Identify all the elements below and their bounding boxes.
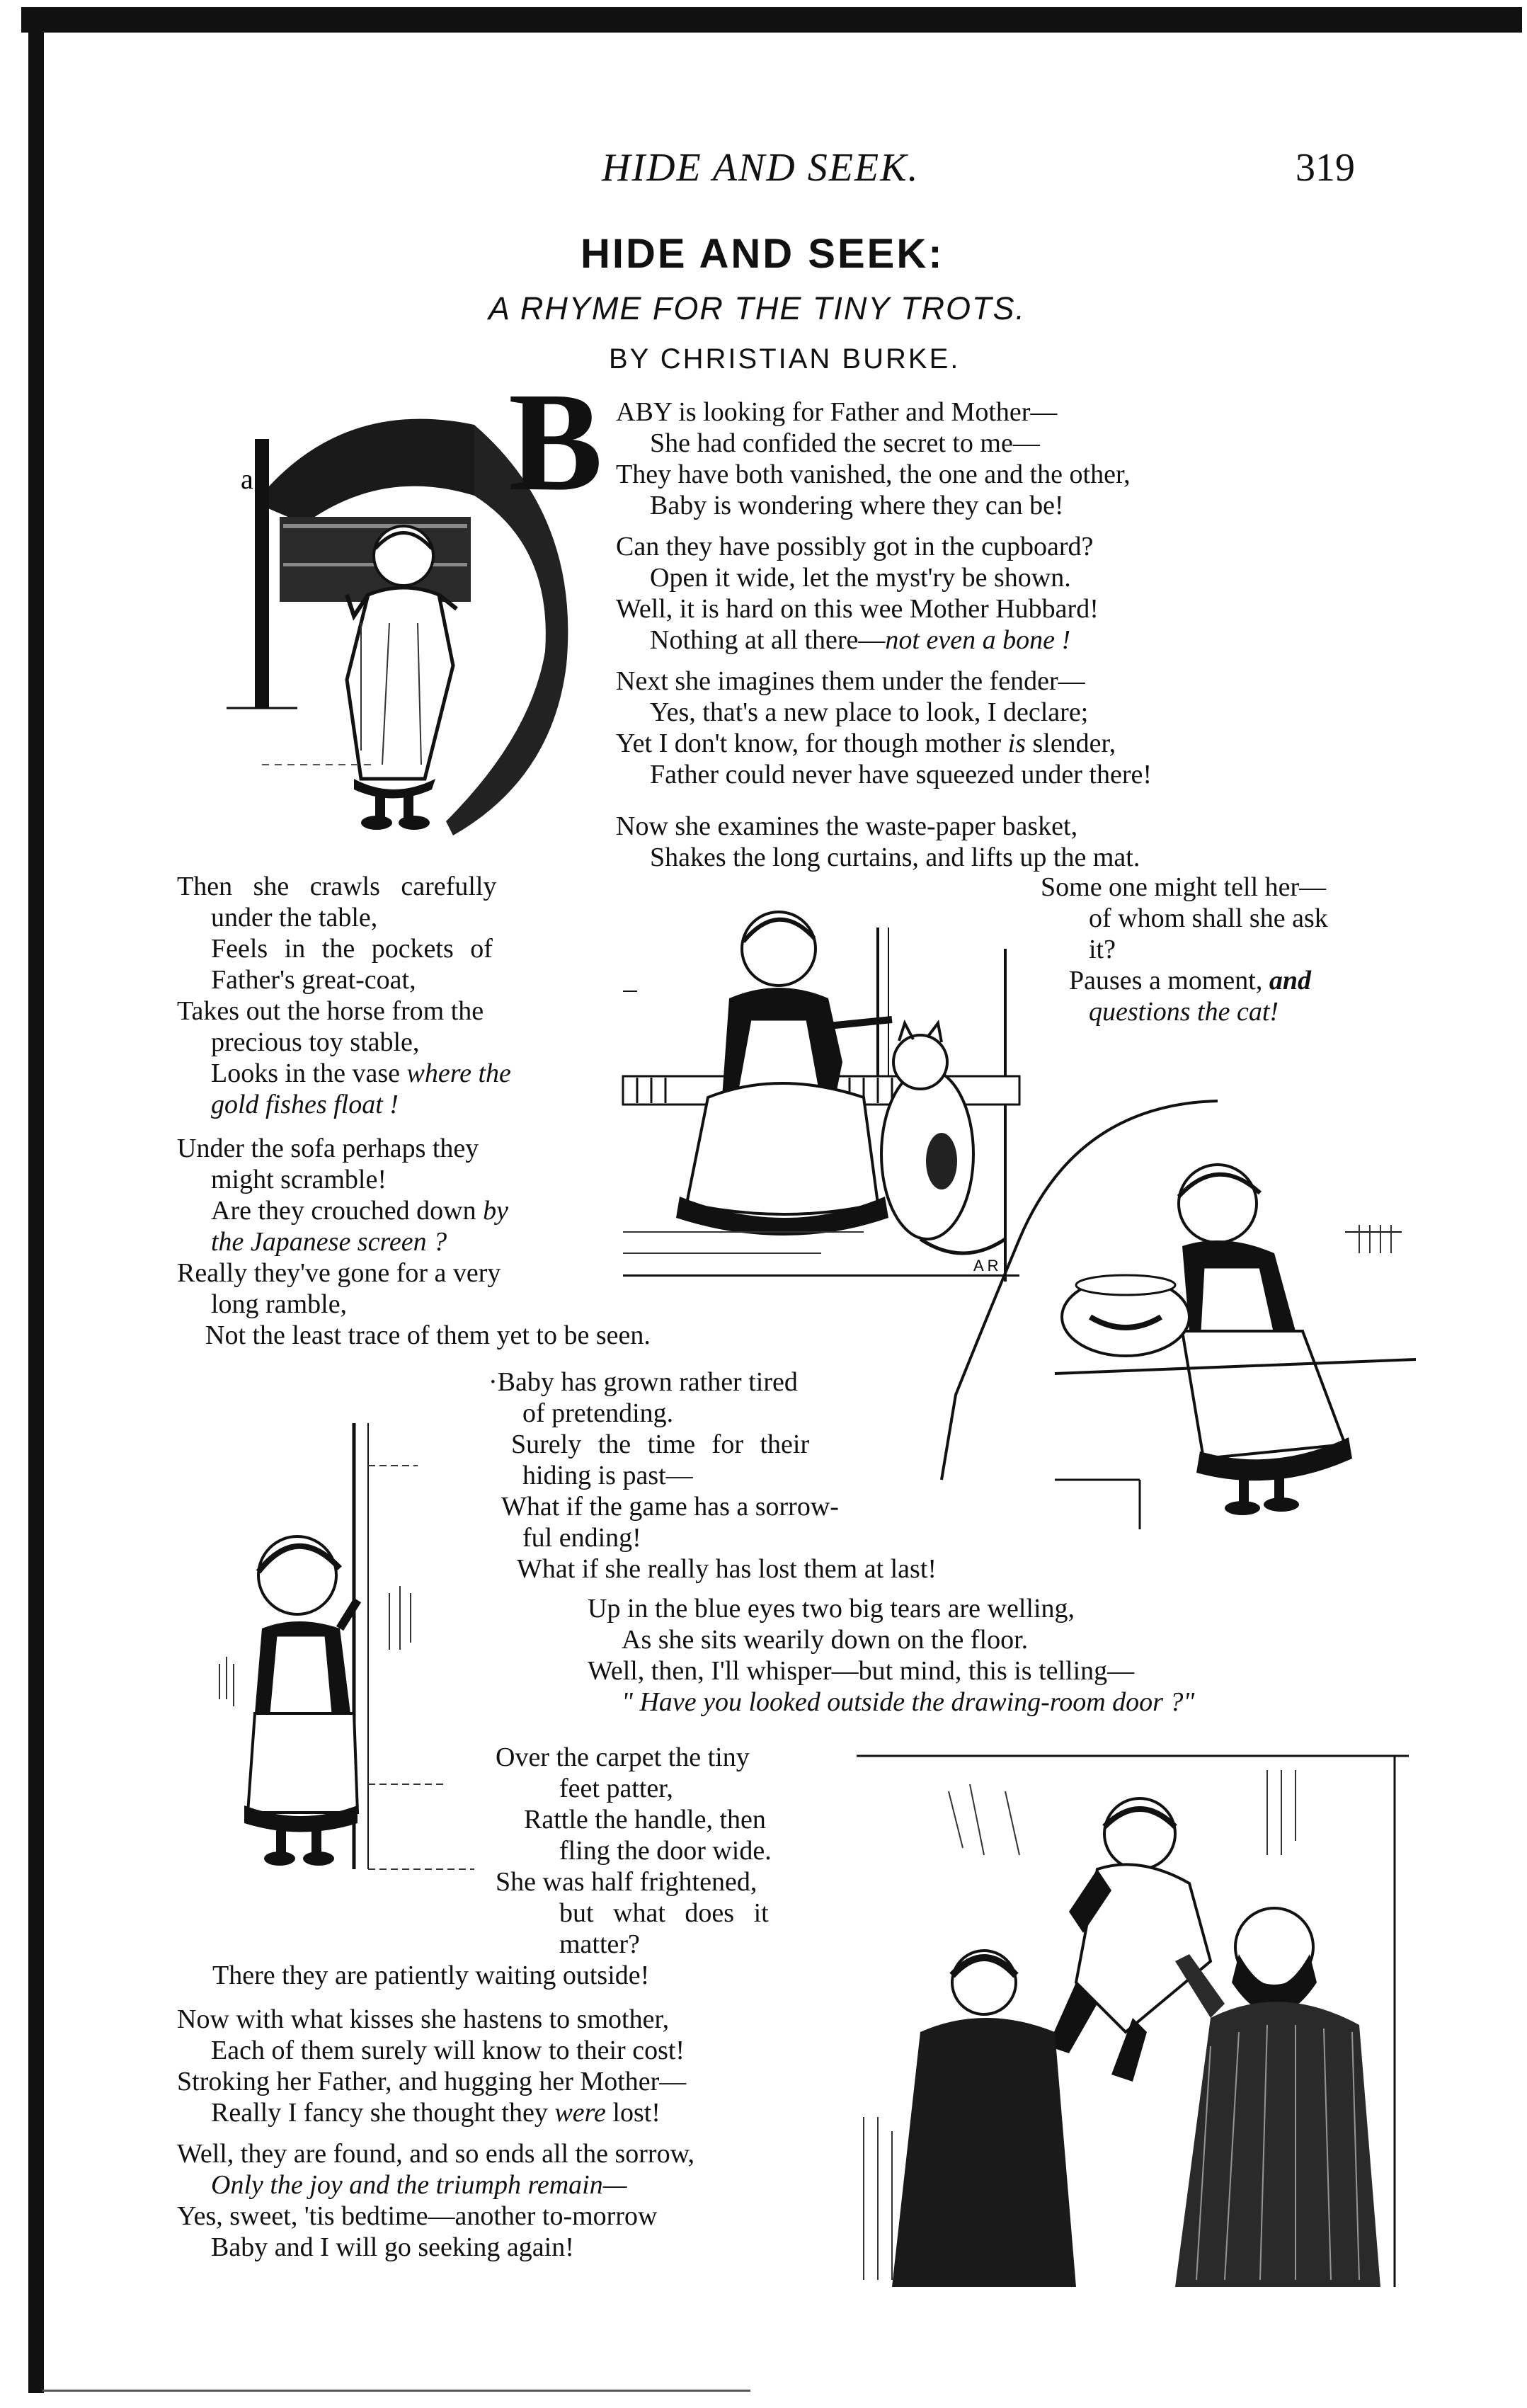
verse-line: Surely the time for their	[511, 1430, 810, 1459]
verse-line	[177, 1195, 651, 1226]
verse-line: ·Baby has grown rather tired	[488, 1367, 798, 1397]
verse-line: Stroking her Father, and hugging her Mother—	[177, 2067, 687, 2096]
verse-italic: and	[1269, 966, 1311, 995]
verse-line: it?	[1089, 935, 1116, 964]
running-head: HIDE AND SEEK.	[602, 146, 920, 190]
stanza-6	[177, 1133, 651, 1351]
verse-line: They have both vanished, the one and the other,	[616, 460, 1131, 489]
verse-line: Then she crawls carefully	[177, 872, 497, 901]
verse-line: of whom shall she ask	[1089, 903, 1328, 933]
verse-line: matter?	[559, 1929, 640, 1959]
verse-line	[177, 1058, 511, 1089]
verse-line: Rattle the handle, then	[524, 1805, 766, 1834]
verse-italic: not even a bone !	[885, 625, 1071, 655]
verse-line: Baby and I will go seeking again!	[211, 2232, 574, 2262]
verse-line: She was half frightened,	[496, 1867, 757, 1897]
verse-line: hiding is past—	[522, 1461, 693, 1490]
verse-line: Under the sofa perhaps they	[177, 1134, 479, 1163]
verse-line: Over the carpet the tiny	[496, 1742, 750, 1772]
verse-line: Some one might tell her—	[1041, 872, 1327, 902]
verse-text: Looks in the vase	[211, 1059, 407, 1088]
stanza-2	[616, 531, 1099, 656]
verse-line: gold fishes float !	[211, 1090, 399, 1119]
verse-text: Yet I don't know, for though mother	[616, 729, 1008, 758]
verse-line: Yes, that's a new place to look, I declare;	[650, 697, 1089, 727]
verse-line: Can they have possibly got in the cupboard?	[616, 532, 1094, 561]
article-byline: BY CHRISTIAN BURKE.	[609, 343, 961, 375]
verse-line: might scramble!	[211, 1165, 387, 1194]
stanza-11	[177, 2138, 694, 2263]
stanza-10	[177, 2004, 686, 2128]
verse-line: Takes out the horse from the	[177, 996, 484, 1026]
verse-line: Only the joy and the triumph remain—	[211, 2170, 627, 2200]
verse-line: Now with what kisses she hastens to smother,	[177, 2004, 670, 2034]
verse-line	[616, 728, 1152, 759]
verse-line: Yes, sweet, 'tis bedtime—another to-morrow	[177, 2201, 658, 2231]
stanza-5	[177, 871, 511, 1120]
verse-line: ful ending!	[522, 1523, 641, 1553]
illustration-family-reunion	[842, 1749, 1409, 2287]
verse-line: but what does it	[559, 1898, 769, 1928]
illustration-initials: a	[241, 463, 253, 495]
verse-line	[1041, 965, 1328, 996]
stanza-1	[616, 396, 1131, 521]
verse-line	[177, 2097, 686, 2128]
stanza-8	[588, 1593, 1194, 1718]
stanza-3	[616, 666, 1152, 790]
verse-line: She had confided the secret to me—	[650, 428, 1040, 458]
verse-line: precious toy stable,	[211, 1027, 420, 1057]
verse-italic: is	[1007, 729, 1026, 758]
verse-italic: where the	[406, 1059, 511, 1088]
drop-cap: B	[508, 364, 603, 520]
stanza-7	[488, 1366, 937, 1585]
verse-line: As she sits wearily down on the floor.	[622, 1625, 1029, 1655]
verse-italic: were	[554, 2098, 606, 2128]
verse-line: Up in the blue eyes two big tears are welling,	[588, 1594, 1075, 1624]
verse-line: Father's great-coat,	[211, 965, 416, 995]
verse-line: under the table,	[211, 903, 378, 932]
verse-line: of pretending.	[522, 1398, 674, 1428]
verse-line: Not the least trace of them yet to be seen.	[205, 1320, 651, 1350]
verse-line: What if she really has lost them at last!	[517, 1554, 937, 1584]
verse-text: Pauses a moment,	[1069, 966, 1269, 995]
stanza-4-right	[1041, 872, 1328, 1027]
verse-line: Father could never have squeezed under there!	[650, 760, 1152, 789]
verse-line: There they are patiently waiting outside!	[212, 1961, 650, 1990]
verse-text: Are they crouched down	[211, 1196, 484, 1226]
verse-line: Feels in the pockets of	[211, 934, 493, 964]
page-border-bottom	[42, 2390, 750, 2392]
verse-text: Really I fancy she thought they	[211, 2098, 555, 2128]
verse-line	[616, 624, 1099, 656]
verse-line: Well, then, I'll whisper—but mind, this is telling—	[588, 1656, 1135, 1686]
verse-line: Baby is wondering where they can be!	[650, 491, 1064, 520]
verse-line: Now she examines the waste-paper basket,	[616, 811, 1078, 841]
verse-line: Open it wide, let the myst'ry be shown.	[650, 563, 1071, 593]
verse-line: Well, it is hard on this wee Mother Hubbard!	[616, 594, 1099, 624]
illustration-girl-at-fishbowl	[1048, 1147, 1416, 1543]
verse-line: fling the door wide.	[559, 1836, 772, 1866]
verse-line: ABY is looking for Father and Mother—	[616, 397, 1058, 427]
verse-line: long ramble,	[211, 1289, 348, 1319]
verse-line: " Have you looked outside the drawing-room door ?"	[622, 1687, 1195, 1717]
verse-text: slender,	[1025, 729, 1116, 758]
page-border-top	[21, 7, 1522, 33]
verse-line: What if the game has a sorrow-	[501, 1492, 839, 1522]
verse-text: lost!	[605, 2098, 660, 2128]
verse-line: the Japanese screen ?	[211, 1227, 447, 1257]
stanza-9	[212, 1742, 772, 1991]
page-number: 319	[1296, 146, 1355, 190]
verse-line: Each of them surely will know to their cost!	[211, 2036, 685, 2065]
verse-text: Nothing at all there—	[650, 625, 886, 655]
verse-line: Really they've gone for a very	[177, 1258, 501, 1288]
verse-line: Next she imagines them under the fender—	[616, 666, 1085, 696]
article-title: HIDE AND SEEK:	[581, 231, 944, 277]
verse-line: Shakes the long curtains, and lifts up the mat.	[650, 843, 1140, 872]
verse-line: feet patter,	[559, 1774, 673, 1803]
illustration-initials: A R	[973, 1257, 999, 1274]
stanza-4	[616, 811, 1140, 873]
article-subtitle: A RHYME FOR THE TINY TROTS.	[488, 290, 1026, 326]
verse-italic: by	[483, 1196, 508, 1226]
verse-line: questions the cat!	[1089, 997, 1279, 1027]
page-border-left	[28, 28, 44, 2393]
verse-line: Well, they are found, and so ends all the sorrow,	[177, 2139, 695, 2169]
